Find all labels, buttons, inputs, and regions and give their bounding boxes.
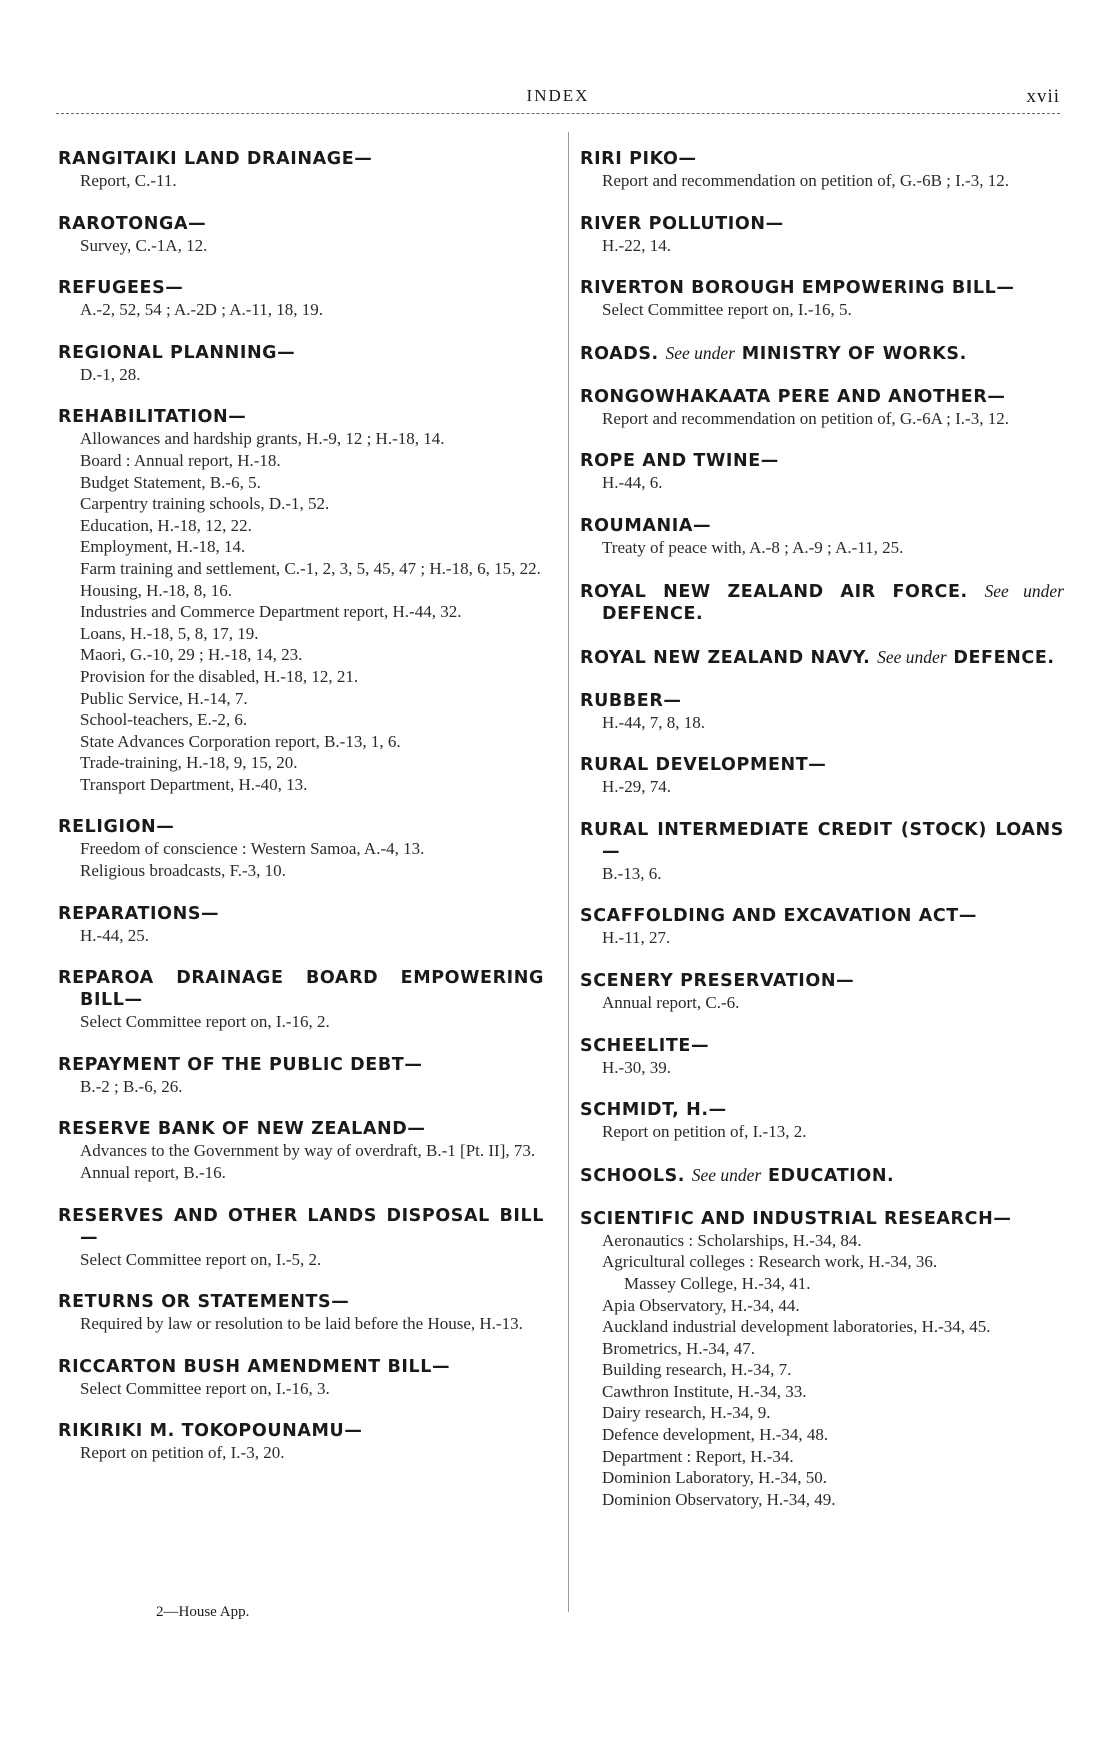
entry-heading	[58, 1356, 544, 1378]
entry-heading	[580, 690, 1064, 712]
right-column	[580, 148, 1064, 1531]
entry-heading-text: SCHOOLS.	[580, 1165, 686, 1186]
entry-heading-text: SCENERY PRESERVATION—	[580, 970, 855, 991]
index-entry	[58, 1118, 544, 1183]
index-entry	[580, 1099, 1064, 1143]
entry-subline: Defence development, H.-34, 48.	[602, 1425, 829, 1445]
index-entry	[58, 1420, 544, 1464]
entry-subline: Industries and Commerce Department report, H.-44, 32.	[80, 602, 462, 622]
entry-subline: Massey College, H.-34, 41.	[624, 1273, 811, 1293]
entry-heading-text: RUBBER—	[580, 690, 682, 711]
entry-subline: H.-29, 74.	[602, 777, 671, 797]
entry-heading	[58, 1291, 544, 1313]
entry-subline: B.-2 ; B.-6, 26.	[80, 1076, 183, 1096]
entry-subline: Report and recommendation on petition of, G.-6B ; I.-3, 12.	[602, 171, 1009, 190]
entry-heading-text: RETURNS OR STATEMENTS—	[58, 1292, 350, 1313]
entry-subline: Dominion Observatory, H.-34, 49.	[602, 1489, 836, 1509]
index-entry	[58, 1054, 544, 1098]
index-entry	[580, 1208, 1064, 1511]
entry-subline: Treaty of peace with, A.-8 ; A.-9 ; A.-11, 25.	[602, 537, 904, 557]
entry-subline: Auckland industrial development laboratories, H.-34, 45.	[602, 1317, 991, 1337]
index-entry	[58, 406, 544, 795]
entry-subline: Farm training and settlement, C.-1, 2, 3, 5, 45, 47 ; H.-18, 6, 15, 22.	[80, 558, 541, 578]
entry-heading	[580, 580, 1064, 625]
entry-heading	[580, 1208, 1064, 1230]
index-entry	[58, 342, 544, 386]
entry-heading	[580, 1164, 1064, 1187]
entry-subline: Required by law or resolution to be laid before the House, H.-13.	[80, 1314, 523, 1334]
entry-heading	[580, 970, 1064, 992]
entry-heading	[580, 386, 1064, 408]
entry-subline: Dominion Laboratory, H.-34, 50.	[602, 1468, 828, 1488]
entry-heading-text: RIVER POLLUTION—	[580, 213, 784, 234]
entry-heading-text: ROUMANIA—	[580, 515, 712, 536]
entry-subline: Advances to the Government by way of overdraft, B.-1 [Pt. II], 73.	[80, 1141, 536, 1161]
left-column	[58, 148, 544, 1485]
entry-heading	[580, 450, 1064, 472]
entry-subline: Report on petition of, I.-13, 2.	[602, 1122, 807, 1142]
entry-subline: Apia Observatory, H.-34, 44.	[602, 1295, 800, 1315]
entry-heading	[580, 754, 1064, 776]
index-entry	[58, 1291, 544, 1335]
index-entry	[58, 1356, 544, 1400]
entry-heading-text: ROYAL NEW ZEALAND AIR FORCE.	[580, 581, 968, 602]
entry-heading-text: RELIGION—	[58, 817, 175, 838]
index-entry	[58, 967, 544, 1033]
entry-heading	[58, 1420, 544, 1442]
entry-subline: Aeronautics : Scholarships, H.-34, 84.	[602, 1230, 862, 1250]
index-entry	[58, 1205, 544, 1271]
entry-subline: Provision for the disabled, H.-18, 12, 21.	[80, 666, 359, 686]
index-entry	[58, 903, 544, 947]
entry-subline: Department : Report, H.-34.	[602, 1446, 794, 1466]
entry-heading	[58, 967, 544, 1011]
entry-subline: H.-22, 14.	[602, 235, 671, 255]
entry-heading	[580, 1099, 1064, 1121]
index-entry	[58, 816, 544, 881]
entry-subline: State Advances Corporation report, B.-13, 1, 6.	[80, 731, 401, 751]
entry-subline: Housing, H.-18, 8, 16.	[80, 580, 233, 600]
footer-note: 2—House App.	[156, 1604, 250, 1620]
entry-subline: Brometrics, H.-34, 47.	[602, 1338, 755, 1358]
entry-subline: D.-1, 28.	[80, 364, 141, 384]
entry-heading-text: RIKIRIKI M. TOKOPOUNAMU—	[58, 1421, 363, 1442]
see-reference-label: See under	[984, 580, 1064, 601]
entry-subline: Education, H.-18, 12, 22.	[80, 515, 252, 535]
see-reference-target: EDUCATION.	[767, 1165, 895, 1186]
entry-heading-text: SCIENTIFIC AND INDUSTRIAL RESEARCH—	[580, 1208, 1012, 1229]
entry-subline: Maori, G.-10, 29 ; H.-18, 14, 23.	[80, 645, 303, 665]
column-divider	[568, 132, 569, 1612]
entry-heading-text: SCAFFOLDING AND EXCAVATION ACT—	[580, 906, 977, 927]
entry-heading	[58, 342, 544, 364]
entry-subline: Dairy research, H.-34, 9.	[602, 1403, 771, 1423]
entry-subline: Report and recommendation on petition of, G.-6A ; I.-3, 12.	[602, 408, 1009, 428]
see-reference-label: See under	[877, 646, 947, 667]
entry-subline: Budget Statement, B.-6, 5.	[80, 472, 261, 492]
entry-heading	[580, 213, 1064, 235]
index-entry	[580, 1164, 1064, 1187]
entry-heading	[58, 1118, 544, 1140]
index-entry	[580, 970, 1064, 1014]
entry-subline: Board : Annual report, H.-18.	[80, 450, 281, 470]
entry-subline: H.-11, 27.	[602, 928, 671, 948]
entry-subline: Trade-training, H.-18, 9, 15, 20.	[80, 753, 298, 773]
entry-heading	[58, 213, 544, 235]
entry-heading-text: ROADS.	[580, 343, 659, 364]
page-header	[56, 86, 1060, 110]
entry-heading-text: REGIONAL PLANNING—	[58, 342, 296, 363]
index-entry	[58, 213, 544, 257]
entry-heading-text: SCHEELITE—	[580, 1035, 710, 1056]
entry-subline: Carpentry training schools, D.-1, 52.	[80, 494, 330, 514]
entry-heading-text: RESERVES AND OTHER LANDS DISPOSAL BILL—	[58, 1205, 544, 1248]
index-entry	[580, 277, 1064, 321]
entry-subline: Report, C.-11.	[80, 171, 177, 190]
index-entry	[580, 646, 1064, 669]
entry-heading-text: RIRI PIKO—	[580, 149, 697, 169]
entry-heading	[58, 903, 544, 925]
entry-subline: Religious broadcasts, F.-3, 10.	[80, 861, 286, 881]
entry-subline: Annual report, C.-6.	[602, 992, 740, 1012]
page-title: INDEX	[526, 86, 590, 105]
see-reference-label: See under	[691, 1164, 762, 1185]
index-entry	[580, 450, 1064, 494]
entry-subline: Select Committee report on, I.-16, 3.	[80, 1378, 330, 1398]
entry-heading-text: RIVERTON BOROUGH EMPOWERING BILL—	[580, 278, 1015, 299]
index-entry	[580, 515, 1064, 559]
entry-heading	[58, 406, 544, 428]
index-entry	[580, 754, 1064, 798]
entry-heading	[580, 646, 1064, 669]
entry-subline: Select Committee report on, I.-16, 5.	[602, 300, 852, 320]
entry-heading	[580, 515, 1064, 537]
index-entry	[580, 580, 1064, 625]
index-entry	[580, 342, 1064, 365]
entry-subline: Annual report, B.-16.	[80, 1163, 226, 1183]
entry-heading-text: REFUGEES—	[58, 278, 184, 299]
index-entry	[580, 1035, 1064, 1079]
entry-heading-text: RAROTONGA—	[58, 213, 207, 234]
entry-heading	[580, 905, 1064, 927]
index-entry	[580, 148, 1064, 192]
index-entry	[580, 819, 1064, 885]
entry-heading-text: REHABILITATION—	[58, 407, 247, 428]
entry-subline: B.-13, 6.	[602, 863, 662, 883]
see-reference-label: See under	[665, 342, 736, 363]
entry-heading-text: RURAL INTERMEDIATE CREDIT (STOCK) LOANS—	[580, 819, 1064, 862]
entry-subline: Allowances and hardship grants, H.-9, 12 ; H.-18, 14.	[80, 429, 445, 449]
entry-subline: Select Committee report on, I.-5, 2.	[80, 1249, 322, 1269]
entry-subline: School-teachers, E.-2, 6.	[80, 710, 248, 730]
entry-subline: H.-44, 7, 8, 18.	[602, 712, 705, 732]
entry-subline: Cawthron Institute, H.-34, 33.	[602, 1381, 807, 1401]
index-entry	[580, 386, 1064, 430]
entry-heading-text: REPAROA DRAINAGE BOARD EMPOWERING BILL—	[58, 968, 544, 1011]
entry-heading-text: RANGITAIKI LAND DRAINAGE—	[58, 149, 373, 169]
entry-subline: Report on petition of, I.-3, 20.	[80, 1443, 285, 1463]
entry-subline: Agricultural colleges : Research work, H.-34, 36.	[602, 1252, 938, 1272]
entry-subline: Building research, H.-34, 7.	[602, 1360, 792, 1380]
entry-heading-text: ROPE AND TWINE—	[580, 451, 779, 472]
entry-heading-text: RICCARTON BUSH AMENDMENT BILL—	[58, 1356, 451, 1377]
entry-subline: Transport Department, H.-40, 13.	[80, 774, 308, 794]
entry-heading-text: ROYAL NEW ZEALAND NAVY.	[580, 647, 871, 668]
entry-heading-text: SCHMIDT, H.—	[580, 1100, 727, 1121]
entry-subline: Loans, H.-18, 5, 8, 17, 19.	[80, 623, 259, 643]
entry-heading	[58, 277, 544, 299]
index-entry	[580, 905, 1064, 949]
see-reference-target: DEFENCE.	[602, 603, 704, 624]
see-reference-target: MINISTRY OF WORKS.	[741, 343, 967, 364]
entry-heading-text: RESERVE BANK OF NEW ZEALAND—	[58, 1119, 426, 1140]
entry-subline: Select Committee report on, I.-16, 2.	[80, 1012, 330, 1032]
see-reference-target: DEFENCE.	[953, 647, 1055, 668]
entry-subline: H.-44, 6.	[602, 473, 663, 493]
index-entry	[58, 148, 544, 192]
index-entry	[580, 690, 1064, 734]
index-entry	[580, 213, 1064, 257]
entry-subline: Freedom of conscience : Western Samoa, A.-4, 13.	[80, 839, 425, 859]
entry-heading-text: RONGOWHAKAATA PERE AND ANOTHER—	[580, 386, 1006, 407]
entry-heading	[58, 148, 544, 170]
entry-subline: Employment, H.-18, 14.	[80, 537, 246, 557]
entry-heading	[58, 816, 544, 838]
entry-heading-text: REPARATIONS—	[58, 903, 220, 924]
header-rule	[56, 113, 1060, 114]
index-entry	[58, 277, 544, 321]
page-number: xvii	[1026, 86, 1060, 107]
entry-subline: Survey, C.-1A, 12.	[80, 235, 208, 255]
entry-heading-text: RURAL DEVELOPMENT—	[580, 755, 827, 776]
entry-subline: Public Service, H.-14, 7.	[80, 688, 248, 708]
entry-heading	[580, 148, 1064, 170]
entry-heading	[580, 819, 1064, 863]
entry-heading	[580, 277, 1064, 299]
entry-heading	[58, 1205, 544, 1249]
entry-heading-text: REPAYMENT OF THE PUBLIC DEBT—	[58, 1054, 423, 1075]
entry-subline: H.-44, 25.	[80, 925, 149, 945]
entry-subline: A.-2, 52, 54 ; A.-2D ; A.-11, 18, 19.	[80, 300, 324, 320]
entry-heading	[580, 342, 1064, 365]
entry-subline: H.-30, 39.	[602, 1057, 671, 1077]
entry-heading	[58, 1054, 544, 1076]
entry-heading	[580, 1035, 1064, 1057]
